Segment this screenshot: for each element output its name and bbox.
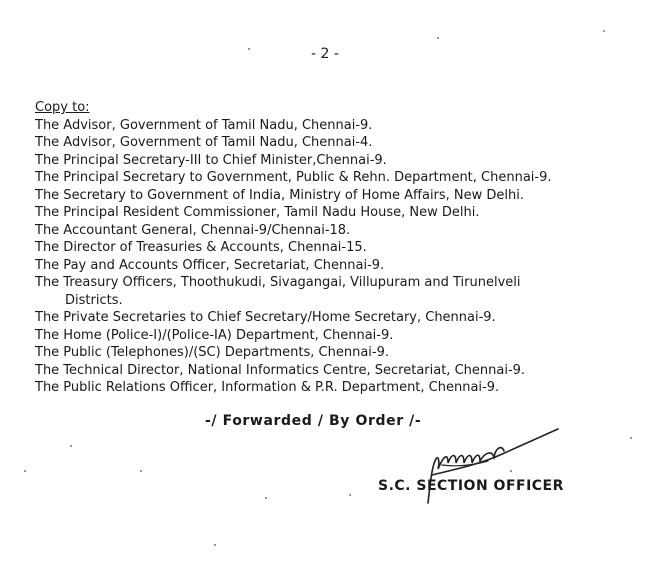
recipient-item: The Advisor, Government of Tamil Nadu, Chennai-9. xyxy=(35,117,373,133)
scan-speck xyxy=(437,37,439,39)
scan-speck xyxy=(510,470,512,472)
recipient-item xyxy=(35,274,600,309)
signature-icon xyxy=(418,425,568,507)
recipient-item: The Private Secretaries to Chief Secretary/Home Secretary, Chennai-9. xyxy=(35,310,496,325)
scan-speck xyxy=(214,544,216,546)
recipient-item: The Principal Secretary-III to Chief Minister,Chennai-9. xyxy=(35,152,387,168)
signature-block xyxy=(378,425,578,515)
scan-speck xyxy=(603,30,605,32)
recipient-item: The Public Relations Officer, Information & P.R. Department, Chennai-9. xyxy=(35,380,500,395)
officer-title: S.C. SECTION OFFICER xyxy=(378,478,564,494)
scan-speck xyxy=(349,494,351,496)
copy-to-heading: Copy to: xyxy=(35,100,90,115)
recipient-item: The Technical Director, National Informatics Centre, Secretariat, Chennai-9. xyxy=(35,362,526,378)
recipient-item: The Home (Police-I)/(Police-IA) Department, Chennai-9. xyxy=(35,327,394,343)
recipient-item: The Director of Treasuries & Accounts, Chennai-15. xyxy=(35,240,367,255)
recipient-item: The Public (Telephones)/(SC) Departments, Chennai-9. xyxy=(35,345,390,360)
recipient-item: The Secretary to Government of India, Ministry of Home Affairs, New Delhi. xyxy=(35,187,525,203)
recipient-line: The Treasury Officers, Thoothukudi, Sivagangai, Villupuram and Tirunelveli xyxy=(35,275,521,290)
recipient-item: The Pay and Accounts Officer, Secretariat, Chennai-9. xyxy=(35,257,385,273)
forwarded-by-order: -/ Forwarded / By Order /- xyxy=(205,413,422,429)
copy-to-section xyxy=(35,99,635,397)
recipient-item: The Principal Resident Commissioner, Tamil Nadu House, New Delhi. xyxy=(35,205,480,220)
scan-speck xyxy=(140,470,142,472)
recipient-item: The Accountant General, Chennai-9/Chennai-18. xyxy=(35,222,351,238)
recipient-continuation: Districts. xyxy=(65,292,123,308)
recipient-item: The Principal Secretary to Government, Public & Rehn. Department, Chennai-9. xyxy=(35,170,552,185)
scan-speck xyxy=(248,48,250,50)
scan-speck xyxy=(24,470,26,472)
recipient-item: The Advisor, Government of Tamil Nadu, Chennai-4. xyxy=(35,135,373,150)
recipient-list xyxy=(35,117,635,397)
page-number: - 2 - xyxy=(311,46,339,62)
scan-speck xyxy=(630,437,632,439)
scan-speck xyxy=(265,497,267,499)
scan-speck xyxy=(70,445,72,447)
